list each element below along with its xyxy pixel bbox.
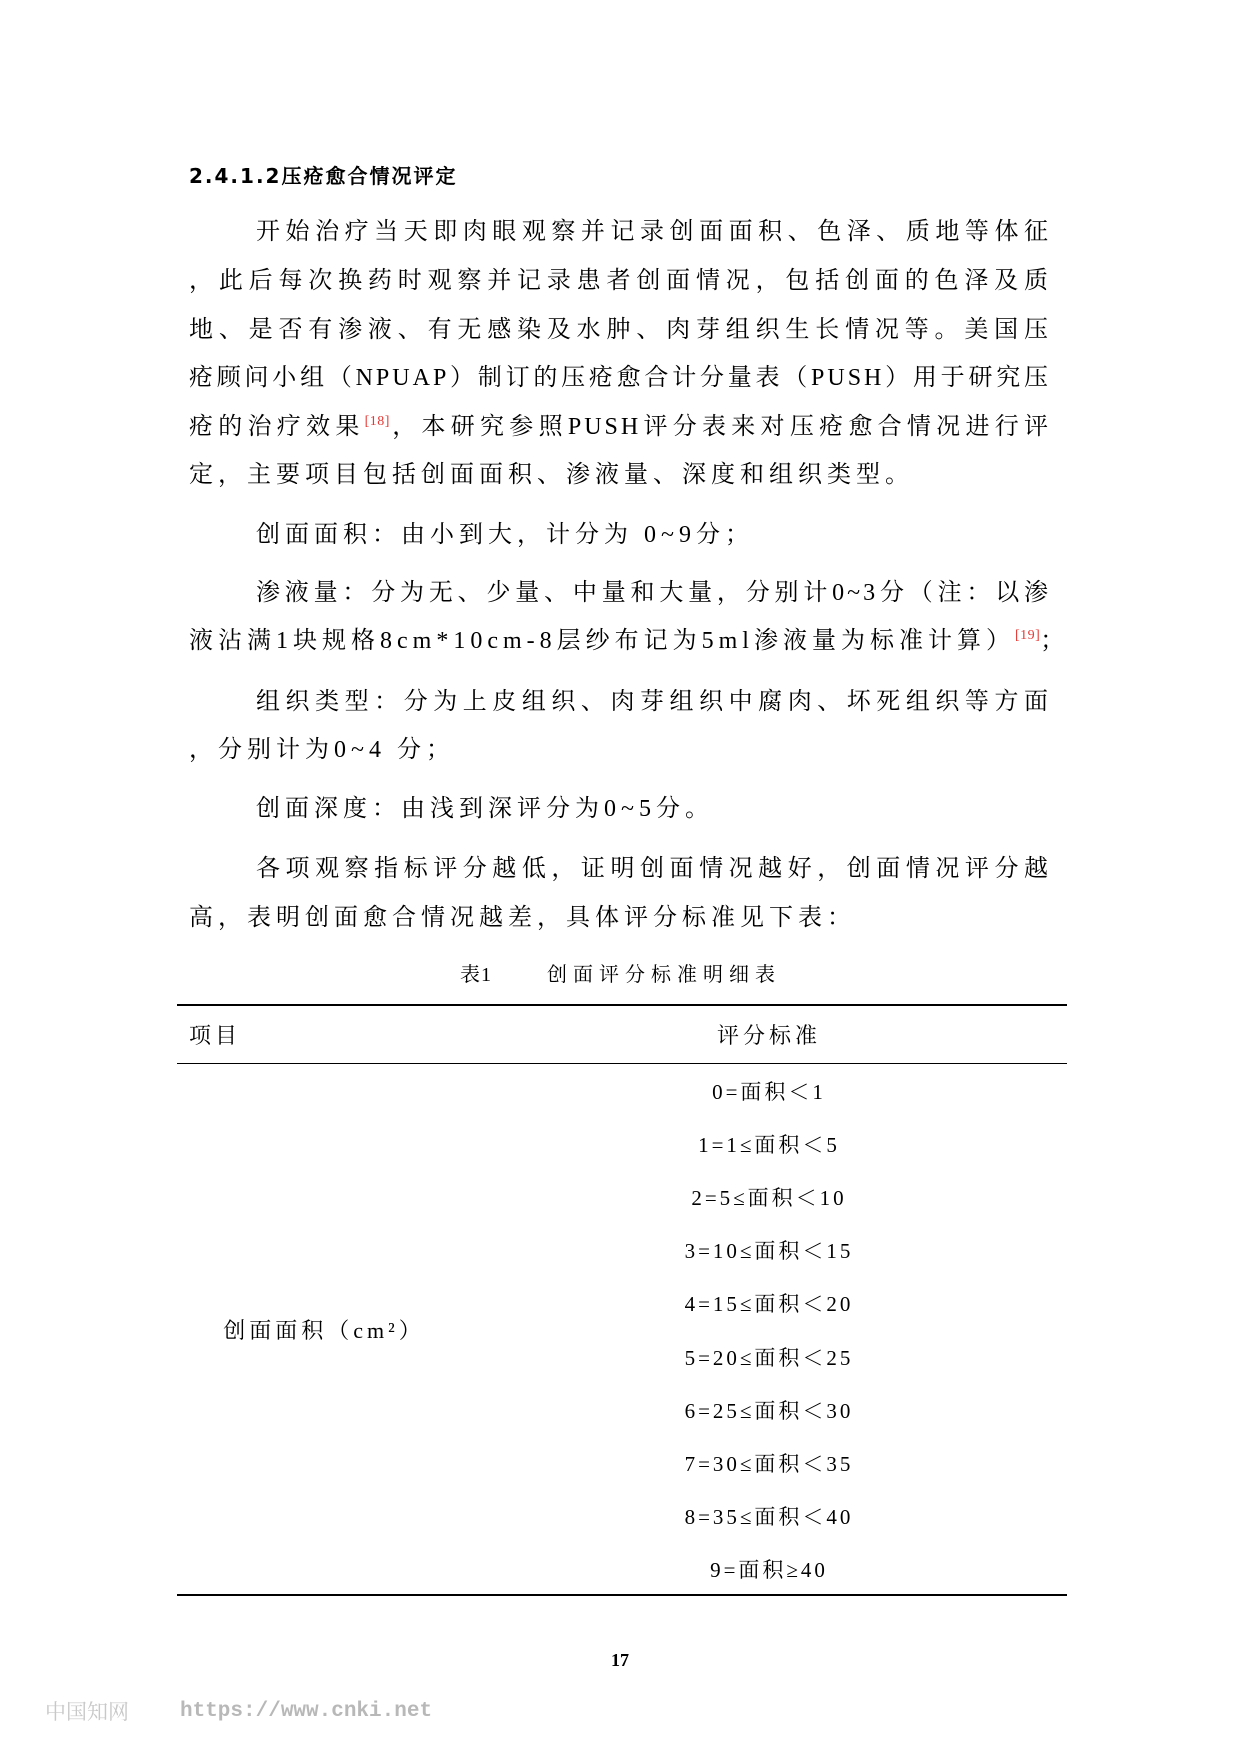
line-text: 疮的治疗效果	[189, 414, 365, 440]
citation-ref: [19]	[1014, 628, 1041, 643]
table-caption-title: 创面评分标准明细表	[547, 964, 781, 986]
scoring-table	[177, 1004, 1067, 1596]
criteria-row: 0=面积＜1	[712, 1079, 826, 1104]
paragraph-line: 各项观察指标评分越低，证明创面情况越好，创面情况评分越	[256, 856, 1051, 882]
paragraph-line: 高，表明创面愈合情况越差，具体评分标准见下表：	[189, 905, 856, 931]
table-caption-label: 表1	[460, 964, 492, 986]
table-header-row	[177, 1004, 1067, 1064]
header-criteria: 评分标准	[716, 1023, 821, 1048]
criteria-row: 4=15≤面积＜20	[684, 1292, 854, 1317]
header-item: 项目	[189, 1023, 242, 1048]
paragraph-line: 地、是否有渗液、有无感染及水肿、肉芽组织生长情况等。美国压	[189, 317, 1051, 343]
watermark-url: https://www.cnki.net	[180, 1700, 433, 1723]
paragraph-line: 渗液量：分为无、少量、中量和大量，分别计0~3分（注：以渗	[256, 580, 1051, 606]
paragraph-line: 开始治疗当天即肉眼观察并记录创面面积、色泽、质地等体征	[256, 219, 1051, 245]
paragraph-line: 疮顾问小组（NPUAP）制订的压疮愈合计分量表（PUSH）用于研究压	[189, 365, 1051, 391]
paragraph-line: 创面面积：由小到大，计分为 0~9分；	[256, 522, 754, 548]
criteria-column	[471, 1064, 1067, 1596]
criteria-row: 8=35≤面积＜40	[684, 1505, 854, 1530]
criteria-row: 7=30≤面积＜35	[684, 1451, 854, 1476]
criteria-row: 1=1≤面积＜5	[698, 1132, 840, 1157]
line-text: 液沾满1块规格8cm*10cm-8层纱布记为5ml渗液量为标准计算）	[189, 628, 1015, 654]
paragraph-line: ，此后每次换药时观察并记录患者创面情况，包括创面的色泽及质	[189, 268, 1051, 294]
paragraph-line: ，分别计为0~4 分；	[189, 737, 455, 763]
criteria-row: 6=25≤面积＜30	[684, 1398, 854, 1423]
page-number: 17	[611, 1650, 629, 1670]
item-cell: 创面面积（cm²）	[223, 1317, 425, 1343]
table-body	[177, 1064, 1067, 1596]
section-heading: 2.4.1.2压疮愈合情况评定	[189, 164, 458, 188]
paragraph-line: 创面深度：由浅到深评分为0~5分。	[256, 796, 714, 822]
citation-ref: [18]	[364, 414, 390, 429]
paragraph-line	[189, 626, 1069, 656]
criteria-row: 5=20≤面积＜25	[684, 1345, 854, 1370]
paragraph-line	[189, 412, 1051, 442]
watermark-site-name: 中国知网	[45, 1700, 129, 1724]
paragraph-line: 组织类型：分为上皮组织、肉芽组织中腐肉、坏死组织等方面	[256, 689, 1051, 715]
criteria-row: 9=面积≥40	[710, 1558, 828, 1583]
line-text: ；	[1040, 628, 1070, 654]
criteria-row: 2=5≤面积＜10	[691, 1185, 847, 1210]
paragraph-line: 定，主要项目包括创面面积、渗液量、深度和组织类型。	[189, 462, 914, 488]
line-text: ，本研究参照PUSH评分表来对压疮愈合情况进行评	[389, 414, 1051, 440]
criteria-row: 3=10≤面积＜15	[684, 1239, 854, 1264]
